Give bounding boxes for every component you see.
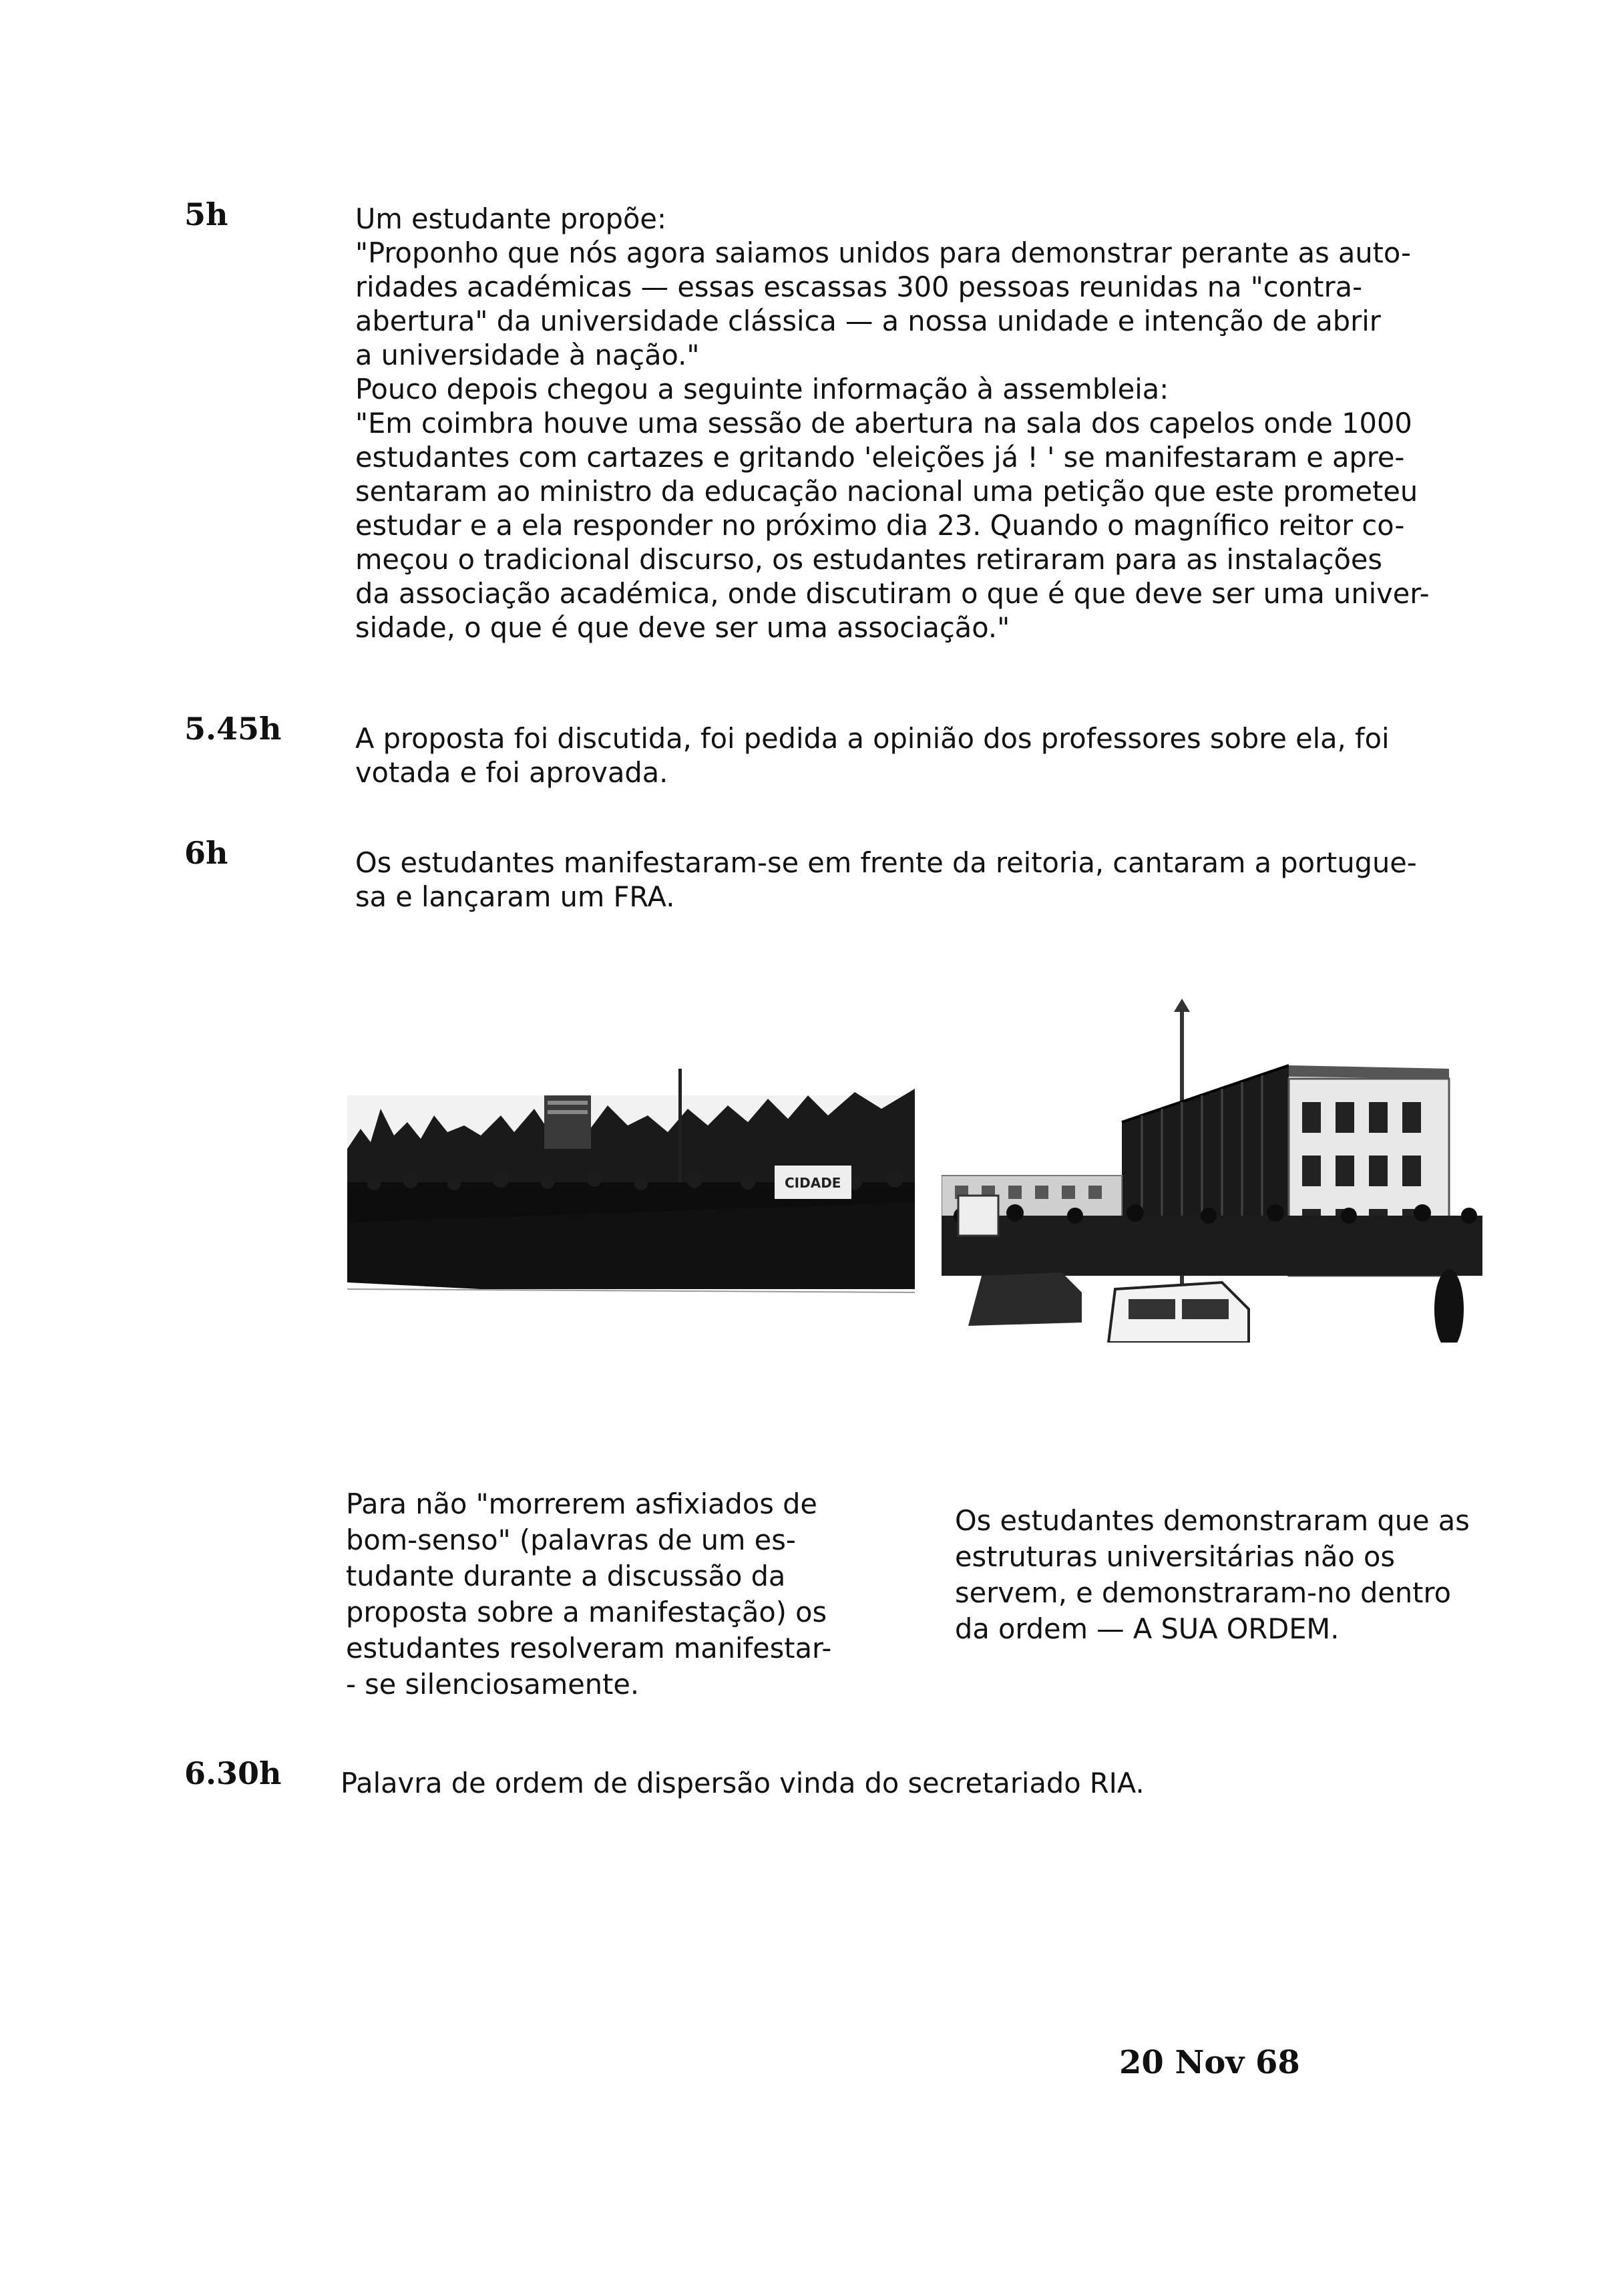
entry-6-30h-text: Palavra de ordem de dispersão vinda do secretariado RIA. [341, 1767, 1145, 1799]
left-caption: Para não "morrerem asfixiados de bom-senso" (palavras de um es- tudante durante a discussão da proposta sobre a manifestação) os estudantes resolveram manifestar- - se silenciosamente. [346, 1487, 832, 1701]
time-label-6-30h: 6.30h [184, 1755, 282, 1791]
crowd-photo [347, 1069, 915, 1349]
entry-5-45h-text: A proposta foi discutida, foi pedida a opinião dos professores sobre ela, foi votada e foi aprovada. [355, 722, 1390, 789]
banner-text: CIDADE [785, 1175, 841, 1191]
footer-date: 20 Nov 68 [1119, 2044, 1300, 2081]
rectory-building-photo [942, 995, 1482, 1389]
time-label-6h: 6h [184, 835, 228, 871]
entry-6h-text: Os estudantes manifestaram-se em frente da reitoria, cantaram a portugue- sa e lançaram um FRA. [355, 846, 1417, 913]
time-label-5-45h: 5.45h [184, 711, 282, 747]
entry-5h-text: Um estudante propõe: "Proponho que nós agora saiamos unidos para demonstrar perante as auto- ridades académicas — essas escassas 300 pessoas reunidas na "contra- abertura" da universidade clássica — a nossa unidade e intenção de abrir a universidade à nação." Pouco depois chegou a seguinte informação à assembleia: "Em coimbra houve uma sessão de abertura na sala dos capelos onde 1000 estudantes com cartazes e gritando 'eleições já ! ' se manifestaram e apre- sentaram ao ministro da educação nacional uma petição que este prometeu estudar e a ela responder no próximo dia 23. Quando o magnífico reitor co- meçou o tradicional discurso, os estudantes retiraram para as instalações da associação académica, onde discutiram o que é que deve ser uma univer- sidade, o que é que deve ser uma associação." [355, 202, 1430, 644]
time-label-5h: 5h [184, 196, 228, 232]
right-caption: Os estudantes demonstraram que as estruturas universitárias não os servem, e demonstraram-no dentro da ordem — A SUA ORDEM. [955, 1504, 1470, 1645]
